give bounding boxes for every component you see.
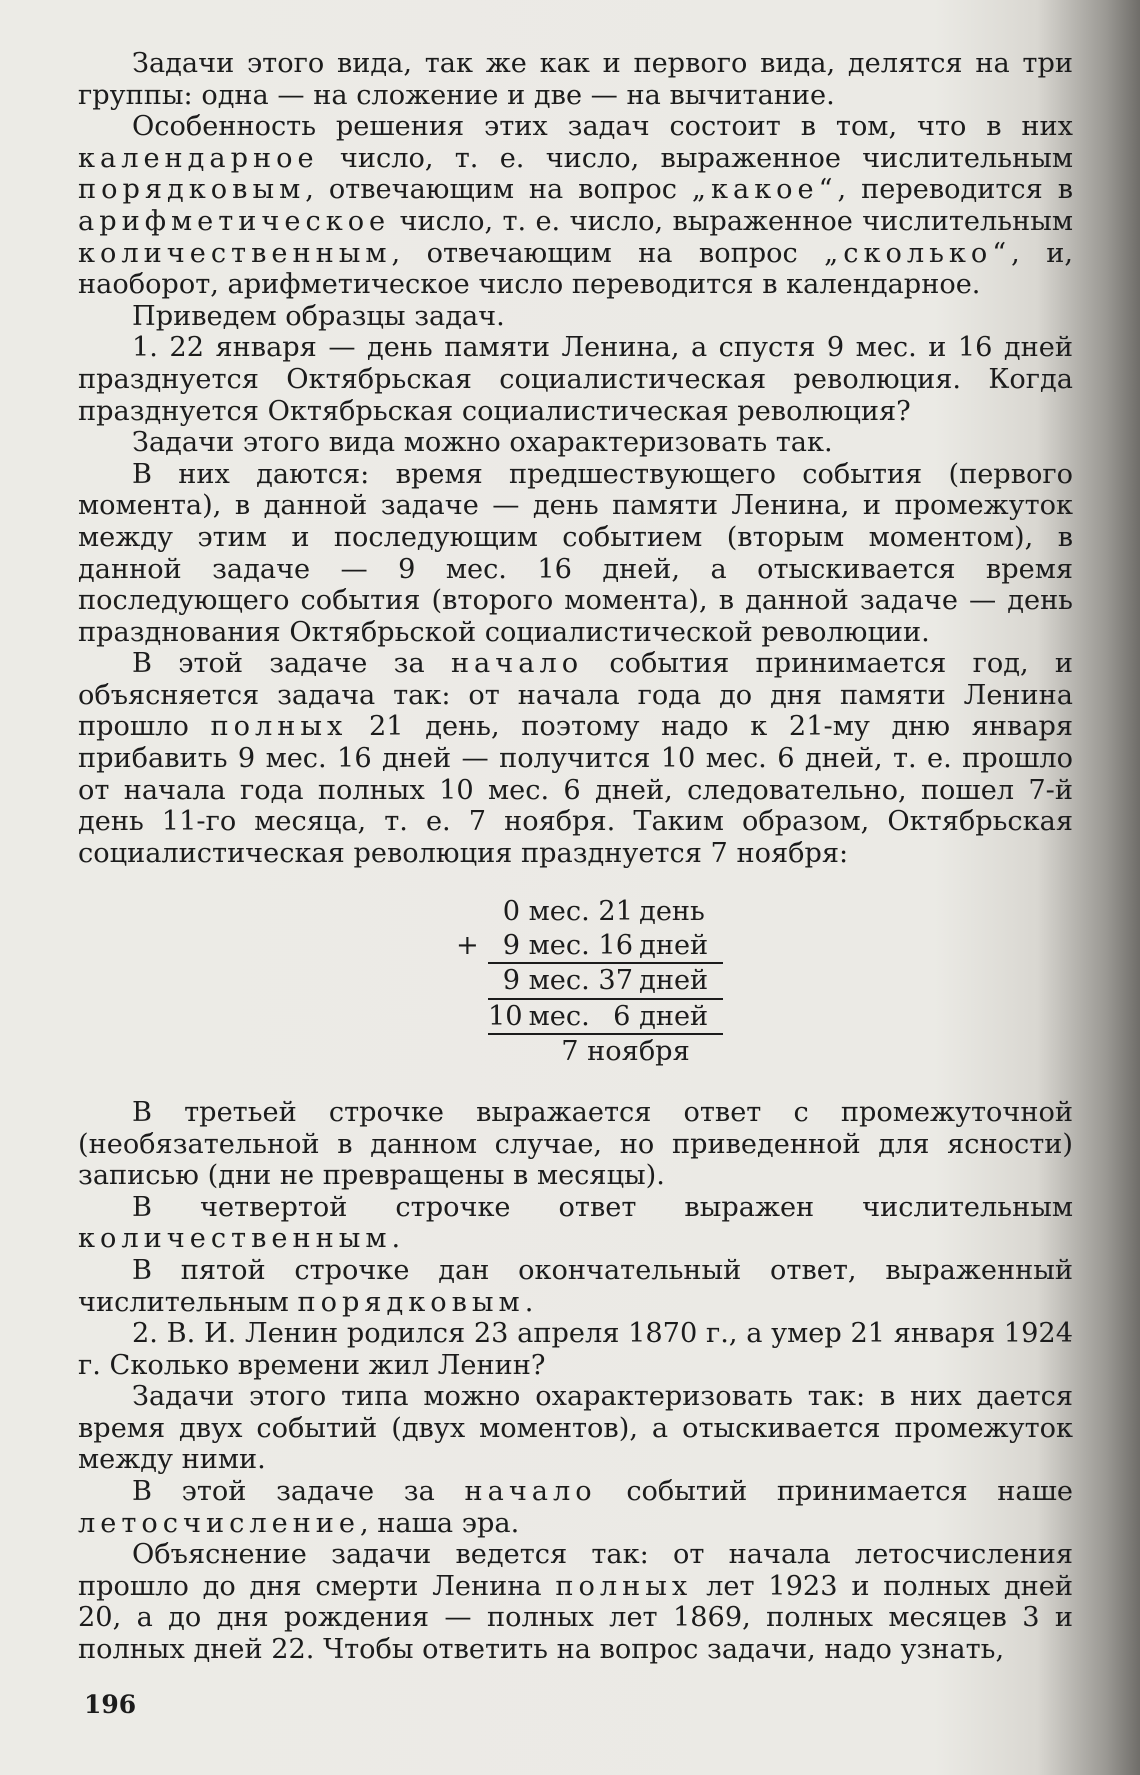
paragraph-14 [78,1539,1073,1665]
paragraph-10 [78,1255,1073,1318]
paragraph-6: В них даются: время предшествующего события (первого момента), в данной задаче — день памяти Ленина, и промежуток между этим и последующим событием (вторым моментом), в данной задаче — 9 мес. 16 дней, а отыскивается время последующего события (второго момента), в данной задаче — день празднования Октябрьской социалистической революции. [78,458,1073,648]
problem-1: 1. 22 января — день памяти Ленина, а спустя 9 мес. и 16 дней празднуется Октябрьская социалистическая революция. Когда празднуется Октябрьская социалистическая революция? [78,332,1073,427]
paragraph-14-part: лет 1923 и полных дней 20, а до дня рождения — полных лет 1869, полных месяцев 3 и полных дней 22. Чтобы ответить на вопрос задачи, надо узнать, [78,1570,1073,1666]
paragraph-9-part: . [391,1223,401,1255]
paragraph-13-part: , наша эра. [360,1507,520,1539]
calc-month-unit: мес. [528,965,590,997]
calc-row-1 [488,895,723,929]
calculation-column [456,895,723,1069]
calc-months: 9 [502,965,520,997]
calc-months: 9 [502,929,520,961]
calc-month-unit: мес. [528,1000,590,1032]
spaced-word: „сколько“ [824,237,1012,269]
paragraph-7-part: события принимается год, и объясняется задача так: от начала года до дня памяти Ленина прошло [78,648,1073,743]
calc-days: 37 [598,965,634,997]
calc-days: 16 [598,929,634,961]
paragraph-3: Приведем образцы задач. [132,300,505,332]
calc-month-unit: мес. [528,929,590,961]
calc-day-unit: дней [639,1000,709,1032]
paragraph-13-part: событий принимается наше [596,1476,1073,1508]
calc-day-unit: дней [639,965,709,997]
calc-row-3 [488,964,723,1000]
calc-day-unit: дней [639,929,709,961]
calc-row-4 [488,1000,723,1036]
calc-days: 6 [613,1000,631,1032]
paragraph-7-part: В этой задаче за [132,648,451,680]
calc-day-unit: день [639,896,705,928]
calc-months: 0 [502,896,520,928]
spaced-word: „какое“ [691,174,838,206]
page-body [78,48,1073,1666]
spaced-word: полных [210,711,348,743]
paragraph-5: Задачи этого вида можно охарактеризовать так. [132,427,833,459]
spaced-word: начало [450,648,584,680]
paragraph-2-part: , отвечающим на вопрос [391,237,825,269]
calc-month-unit: мес. [528,896,590,928]
paragraph-2-part: число, т. е. число, выраженное числительным [318,142,1073,174]
spaced-word: количественным [78,237,392,269]
spaced-word: порядковым [297,1286,525,1318]
plus-sign: + [456,929,479,961]
paragraph-2-part: , отвечающим на вопрос [305,174,692,206]
calc-result: 7 ноября [561,1036,690,1068]
paragraph-2-part: , и, наоборот, арифметическое число переводится в календарное. [78,237,1073,301]
paragraph-2-part: , переводится в [837,174,1073,206]
paragraph-10-part: В пятой строчке дан окончательный ответ, выраженный числительным [78,1254,1073,1318]
calc-months: 10 [488,1000,523,1032]
paragraph-14-part: Объяснение задачи ведется так: от начала летосчисления прошло до дня смерти Ленина [78,1539,1073,1602]
paragraph-9-part: В четвертой строчке ответ выражен числительным [132,1191,1073,1223]
page-number: 196 [84,1690,137,1719]
problem-2: 2. В. И. Ленин родился 23 апреля 1870 г., а умер 21 января 1924 г. Сколько времени жил Ленин? [78,1318,1073,1381]
paragraph-12: Задачи этого типа можно охарактеризовать так: в них дается время двух событий (двух моментов), а отыскивается промежуток между ними. [78,1381,1073,1476]
spaced-word: порядковым [78,174,306,206]
paragraph-1: Задачи этого вида, так же как и первого вида, делятся на три группы: одна — на сложение и две — на вычитание. [78,48,1073,111]
calc-days: 21 [598,896,634,928]
paragraph-2 [78,111,1073,301]
paragraph-7-part: 21 день, поэтому надо к 21-му дню января прибавить 9 мес. 16 дней — получится 10 мес. 6 дней, т. е. прошло от начала года полных 10 мес. 6 дней, следовательно, пошел 7-й день 11-го месяца, т. е. 7 ноября. Таким образом, Октябрьская социалистическая революция празднуется 7 ноября: [78,711,1074,869]
paragraph-8: В третьей строчке выражается ответ с промежуточной (необязательной в данном случае, но приведенной для ясности) записью (дни не превращены в месяцы). [78,1096,1073,1192]
paragraph-9 [78,1192,1073,1255]
spaced-word: количественным [78,1223,392,1255]
spaced-word: арифметическое [78,205,391,237]
calc-row-2 [456,929,723,965]
paragraph-10-part: . [524,1286,534,1318]
paragraph-13-part: В этой задаче за [132,1476,465,1508]
date-calculation [108,895,1103,1069]
spaced-word: летосчисление [78,1507,361,1539]
spaced-word: календарное [78,142,319,174]
paragraph-7 [78,648,1073,869]
spaced-word: полных [555,1570,693,1602]
paragraph-13 [78,1476,1073,1539]
paragraph-2-part: число, т. е. число, выраженное числительным [390,205,1073,237]
spaced-word: начало [464,1476,597,1508]
paragraph-2-part: Особенность решения этих задач состоит в том, что в них [132,111,1073,143]
